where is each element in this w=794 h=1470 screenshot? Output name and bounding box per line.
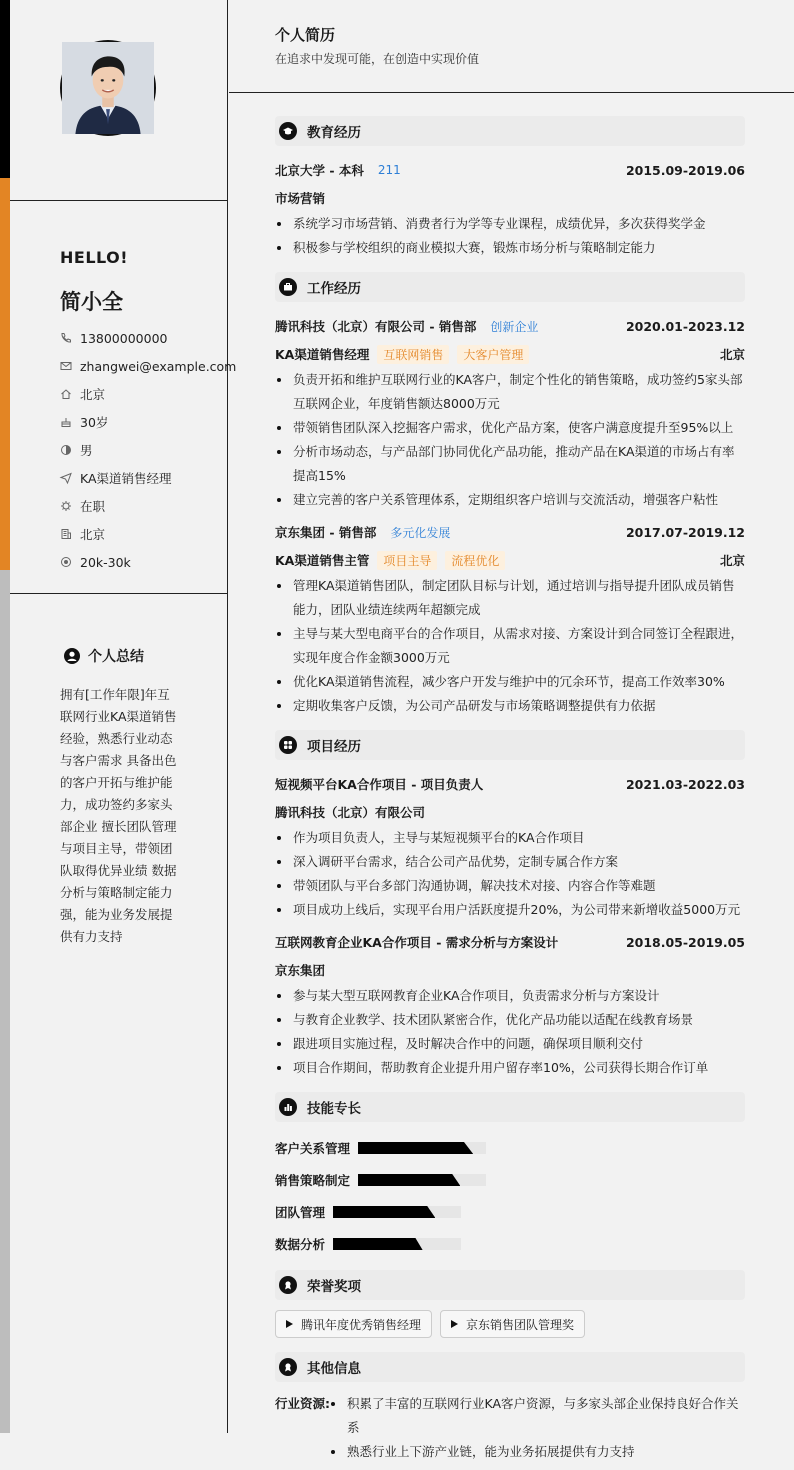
project-name: 短视频平台KA合作项目 - 项目负责人	[275, 777, 484, 792]
skill-bar-fill	[358, 1142, 473, 1154]
project-date: 2021.03-2022.03	[625, 776, 745, 792]
info-age-value: 30岁	[80, 415, 109, 430]
list-item: 管理KA渠道销售团队，制定团队目标与计划，通过培训与指导提升团队成员销售能力，团队业绩连续两年超额完成	[275, 574, 745, 622]
skill-item	[275, 1132, 515, 1164]
job-bullets	[275, 574, 745, 718]
job-company: 京东集团 - 销售部	[275, 525, 377, 540]
skill-bar-fill	[333, 1206, 435, 1218]
skills-grid	[275, 1132, 745, 1260]
project-org: 京东集团	[275, 963, 326, 978]
projects-title	[275, 730, 745, 760]
skill-bar-fill	[333, 1238, 423, 1250]
skill-bar	[333, 1206, 461, 1218]
projects-title-label: 项目经历	[307, 739, 361, 755]
user-circle-icon	[64, 648, 80, 664]
education-section	[275, 116, 745, 260]
skill-name: 销售策略制定	[275, 1173, 351, 1188]
list-item: 带领团队与平台多部门沟通协调，解决技术对接、内容合作等难题	[275, 874, 745, 898]
list-item: 优化KA渠道销售流程，减少客户开发与维护中的冗余环节，提高工作效率30%	[275, 670, 745, 694]
project-date: 2018.05-2019.05	[625, 934, 745, 950]
main-content	[229, 0, 794, 1459]
salary-icon	[60, 556, 72, 568]
mail-icon	[60, 360, 72, 372]
award-label: 腾讯年度优秀销售经理	[301, 1317, 422, 1332]
hello-heading: HELLO!	[60, 248, 129, 267]
skill-tag: 互联网销售	[377, 345, 449, 364]
project-header	[275, 770, 745, 798]
play-triangle-icon	[451, 1320, 458, 1328]
contact-info-list	[60, 324, 236, 576]
summary-title-label: 个人总结	[88, 649, 144, 665]
info-salary	[60, 548, 236, 576]
school-name: 北京大学 - 本科	[275, 163, 364, 178]
play-triangle-icon	[286, 1320, 293, 1328]
left-color-stripe	[0, 0, 10, 1433]
project-entry	[275, 928, 745, 1080]
page-header	[229, 0, 794, 93]
other-label: 行业资源:	[275, 1396, 330, 1411]
job-header	[275, 312, 745, 340]
other-title	[275, 1352, 745, 1382]
job-date: 2020.01-2023.12	[625, 318, 745, 334]
skills-section	[275, 1092, 745, 1260]
list-item: 深入调研平台需求，结合公司产品优势，定制专属合作方案	[275, 850, 745, 874]
work-title	[275, 272, 745, 302]
info-position-value: KA渠道销售经理	[80, 471, 172, 486]
education-title-label: 教育经历	[307, 125, 361, 141]
list-item: 负责开拓和维护互联网行业的KA客户，制定个性化的销售策略，成功签约5家头部互联网企业，年度销售额达8000万元	[275, 368, 745, 416]
avatar	[60, 40, 156, 136]
job-header	[275, 518, 745, 546]
list-item: 系统学习市场营销、消费者行为学等专业课程，成绩优异，多次获得奖学金	[275, 212, 745, 236]
avatar-portrait	[62, 42, 154, 134]
job-company: 腾讯科技（北京）有限公司 - 销售部	[275, 319, 477, 334]
list-item: 参与某大型互联网教育企业KA合作项目，负责需求分析与方案设计	[275, 984, 745, 1008]
sidebar-divider	[10, 200, 228, 201]
info-position	[60, 464, 236, 492]
list-item: 作为项目负责人，主导与某短视频平台的KA合作项目	[275, 826, 745, 850]
list-item: 熟悉行业上下游产业链，能为业务拓展提供有力支持	[329, 1440, 745, 1464]
job-role: KA渠道销售经理	[275, 347, 370, 362]
home-icon	[60, 388, 72, 400]
projects-section	[275, 730, 745, 1080]
work-title-label: 工作经历	[307, 281, 361, 297]
info-city	[60, 380, 236, 408]
list-item: 项目成功上线后，实现平台用户活跃度提升20%，为公司带来新增收益5000万元	[275, 898, 745, 922]
building-icon	[60, 528, 72, 540]
awards-title-label: 荣誉奖项	[307, 1279, 361, 1295]
list-item: 带领销售团队深入挖掘客户需求，优化产品方案，使客户满意度提升至95%以上	[275, 416, 745, 440]
info-email	[60, 352, 236, 380]
info-phone	[60, 324, 236, 352]
briefcase-icon	[279, 278, 297, 296]
skill-tag: 大客户管理	[457, 345, 529, 364]
award-label: 京东销售团队管理奖	[466, 1317, 575, 1332]
education-major: 市场营销	[275, 191, 326, 206]
list-item: 积极参与学校组织的商业模拟大赛，锻炼市场分析与策略制定能力	[275, 236, 745, 260]
project-bullets	[275, 826, 745, 922]
project-entry	[275, 770, 745, 922]
page-subtitle: 在追求中发现可能，在创造中实现价值	[275, 52, 480, 66]
education-title	[275, 116, 745, 146]
education-major-row	[275, 184, 745, 212]
person-name: 简小全	[60, 290, 123, 314]
stripe-gray	[0, 570, 10, 1433]
skill-item	[275, 1164, 515, 1196]
page-title: 个人简历	[275, 26, 336, 44]
job-date: 2017.07-2019.12	[625, 524, 745, 540]
other-title-label: 其他信息	[307, 1361, 361, 1377]
awards-list	[275, 1310, 745, 1338]
project-org-row	[275, 956, 745, 984]
info-salary-value: 20k-30k	[80, 554, 131, 570]
education-date: 2015.09-2019.06	[625, 162, 745, 178]
other-bullets	[329, 1392, 745, 1464]
skill-item	[275, 1228, 515, 1260]
info-status	[60, 492, 236, 520]
job-role: KA渠道销售主管	[275, 553, 370, 568]
medal-icon	[279, 1358, 297, 1376]
list-item: 建立完善的客户关系管理体系，定期组织客户培训与交流活动，增强客户粘性	[275, 488, 745, 512]
project-org-row	[275, 798, 745, 826]
skill-tag: 项目主导	[377, 551, 437, 570]
job-role-row	[275, 546, 745, 574]
graduation-cap-icon	[279, 122, 297, 140]
skill-bar	[358, 1142, 486, 1154]
skill-name: 团队管理	[275, 1205, 326, 1220]
summary-title	[64, 646, 144, 666]
education-bullets	[275, 212, 745, 260]
bar-chart-icon	[279, 1098, 297, 1116]
project-org: 腾讯科技（北京）有限公司	[275, 805, 426, 820]
resume-sections	[275, 116, 745, 1470]
project-bullets	[275, 984, 745, 1080]
company-tag: 多元化发展	[390, 525, 451, 540]
project-name: 互联网教育企业KA合作项目 - 需求分析与方案设计	[275, 935, 559, 950]
skill-item	[275, 1196, 515, 1228]
list-item: 与教育企业教学、技术团队紧密合作，优化产品功能以适配在线教育场景	[275, 1008, 745, 1032]
company-tag: 创新企业	[490, 319, 539, 334]
medal-icon	[279, 1276, 297, 1294]
info-phone-value: 13800000000	[80, 330, 168, 346]
list-item: 分析市场动态，与产品部门协同优化产品功能，推动产品在KA渠道的市场占有率提高15%	[275, 440, 745, 488]
project-header	[275, 928, 745, 956]
skills-title	[275, 1092, 745, 1122]
sidebar	[10, 0, 237, 1433]
skill-bar	[333, 1238, 461, 1250]
job-location: 北京	[719, 347, 745, 362]
status-icon	[60, 500, 72, 512]
list-item: 积累了丰富的互联网行业KA客户资源，与多家头部企业保持良好合作关系	[329, 1392, 745, 1440]
info-age	[60, 408, 236, 436]
info-gender	[60, 436, 236, 464]
other-resources	[275, 1392, 745, 1470]
awards-section	[275, 1270, 745, 1338]
sidebar-divider	[10, 593, 228, 594]
skill-bar	[358, 1174, 486, 1186]
education-header	[275, 156, 745, 184]
info-email-value: zhangwei@example.com	[80, 358, 237, 374]
job-entry	[275, 518, 745, 718]
info-gender-value: 男	[80, 443, 93, 458]
job-role-row	[275, 340, 745, 368]
skill-bar-fill	[358, 1174, 460, 1186]
job-entry	[275, 312, 745, 512]
stripe-orange	[0, 178, 10, 570]
awards-title	[275, 1270, 745, 1300]
stripe-black	[0, 0, 10, 178]
send-icon	[60, 472, 72, 484]
summary-text: 拥有[工作年限]年互联网行业KA渠道销售经验，熟悉行业动态与客户需求 具备出色的客户开拓与维护能力，成功签约多家头部企业 擅长团队管理与项目主导，带领团队取得优异业绩 数据分析与策略制定能力强，能为业务发展提供有力支持	[60, 687, 177, 944]
school-tag: 211	[377, 163, 401, 177]
award-badge	[440, 1310, 585, 1338]
cake-icon	[60, 416, 72, 428]
gender-icon	[60, 444, 72, 456]
info-status-value: 在职	[80, 499, 106, 514]
list-item: 跟进项目实施过程，及时解决合作中的问题，确保项目顺利交付	[275, 1032, 745, 1056]
phone-icon	[60, 332, 72, 344]
skill-tag: 流程优化	[445, 551, 505, 570]
list-item: 项目合作期间，帮助教育企业提升用户留存率10%，公司获得长期合作订单	[275, 1056, 745, 1080]
list-item: 定期收集客户反馈，为公司产品研发与市场策略调整提供有力依据	[275, 694, 745, 718]
other-section	[275, 1352, 745, 1470]
award-badge	[275, 1310, 432, 1338]
job-bullets	[275, 368, 745, 512]
skills-title-label: 技能专长	[307, 1101, 361, 1117]
skill-name: 数据分析	[275, 1237, 326, 1252]
info-work-city-value: 北京	[80, 527, 106, 542]
info-city-value: 北京	[80, 387, 106, 402]
list-item: 主导与某大型电商平台的合作项目，从需求对接、方案设计到合同签订全程跟进，实现年度合作金额3000万元	[275, 622, 745, 670]
work-section	[275, 272, 745, 718]
grid-icon	[279, 736, 297, 754]
skill-name: 客户关系管理	[275, 1141, 351, 1156]
info-work-city	[60, 520, 236, 548]
job-location: 北京	[719, 553, 745, 568]
